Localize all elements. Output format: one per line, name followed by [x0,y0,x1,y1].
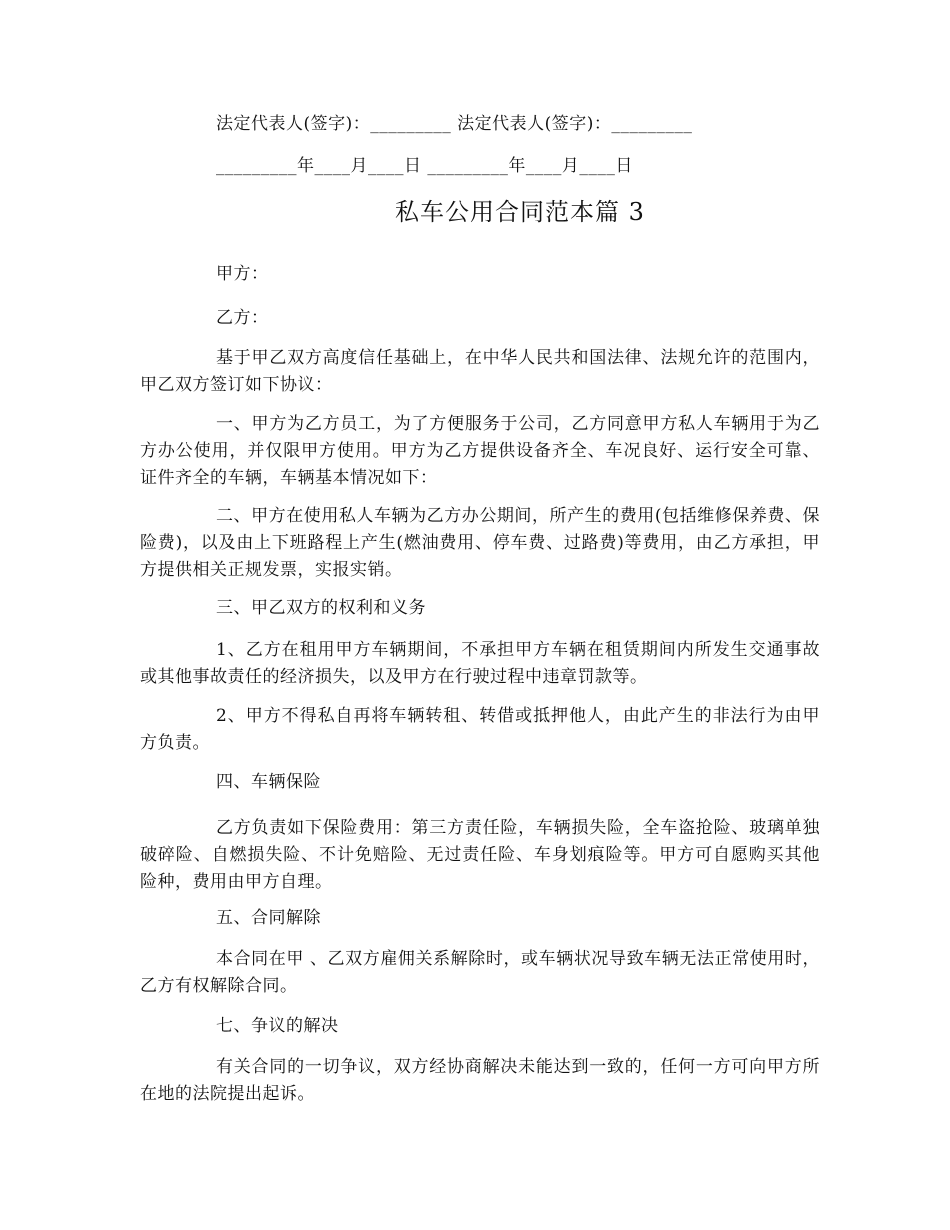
paragraph-preamble: 基于甲乙双方高度信任基础上，在中华人民共和国法律、法规允许的范围内，甲乙双方签订如下协议： [140,348,820,395]
party-b-label: 乙方： [216,308,269,328]
paragraph-clause-1: 一、甲方为乙方员工，为了方便服务于公司，乙方同意甲方私人车辆用于为乙方办公使用，并仅限甲方使用。甲方为乙方提供设备齐全、车况良好、运行安全可靠、证件齐全的车辆，车辆基本情况如下： [140,414,820,488]
party-a-label: 甲方： [216,264,269,284]
paragraph-clause-2: 二、甲方在使用私人车辆为乙方办公期间，所产生的费用(包括维修保养费、保险费)，以及由上下班路程上产生(燃油费用、停车费、过路费)等费用，由乙方承担，甲方提供相关正规发票，实报实销。 [140,506,820,580]
section-heading-insurance: 四、车辆保险 [216,772,321,792]
section-heading-rights: 三、甲乙双方的权利和义务 [216,598,426,618]
page-title: 私车公用合同范本篇 3 [395,198,645,226]
paragraph-dispute: 有关合同的一切争议，双方经协商解决未能达到一致的，任何一方可向甲方所在地的法院提出起诉。 [140,1057,820,1104]
paragraph-rights-1: 1、乙方在租用甲方车辆期间，不承担甲方车辆在租赁期间内所发生交通事故或其他事故责任的经济损失，以及甲方在行驶过程中违章罚款等。 [140,640,820,687]
paragraph-insurance: 乙方负责如下保险费用：第三方责任险，车辆损失险，全车盗抢险、玻璃单独破碎险、自燃损失险、不计免赔险、无过责任险、车身划痕险等。甲方可自愿购买其他险种，费用由甲方自理。 [140,818,820,892]
paragraph-rights-2: 2、甲方不得私自再将车辆转租、转借或抵押他人，由此产生的非法行为由甲方负责。 [140,706,820,753]
signature-line: 法定代表人(签字)：_________ 法定代表人(签字)：_________ [216,114,693,134]
section-heading-dispute: 七、争议的解决 [216,1016,339,1036]
date-line: _________年____月____日 _________年____月____日 [216,156,633,176]
paragraph-termination: 本合同在甲 、乙双方雇佣关系解除时，或车辆状况导致车辆无法正常使用时，乙方有权解除合同。 [140,949,820,996]
section-heading-termination: 五、合同解除 [216,908,321,928]
